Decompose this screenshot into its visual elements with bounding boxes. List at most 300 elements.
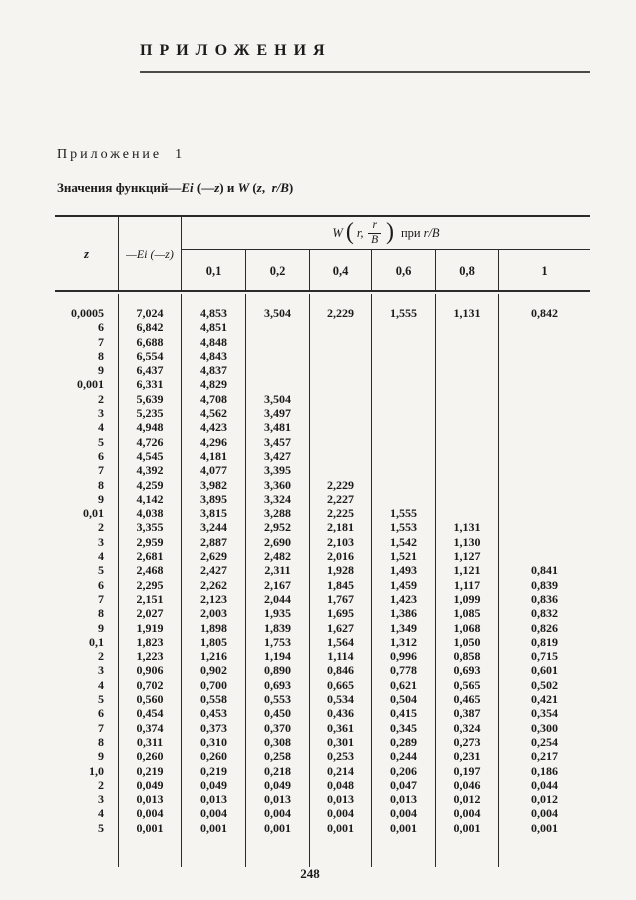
table-cell: 0,890 <box>264 663 291 678</box>
table-cell: 0,047 <box>390 777 417 792</box>
table-cell: 0,839 <box>531 577 558 592</box>
table-cell: 0,702 <box>136 677 164 692</box>
table-cell: 0,218 <box>264 763 291 778</box>
table-cell <box>436 335 498 349</box>
table-cell <box>310 392 371 406</box>
table-cell: 3,288 <box>264 506 291 521</box>
table-cell: 0,846 <box>327 663 354 678</box>
table-cell: 2 <box>98 391 104 406</box>
table-cell: 0,001 <box>327 820 354 835</box>
table-cell: 2,227 <box>327 491 354 506</box>
table-cell: 1,521 <box>390 549 417 564</box>
table-cell: 4,843 <box>200 348 227 363</box>
table-cell <box>310 349 371 363</box>
table-cell: 0,565 <box>453 677 481 692</box>
table-cell: 1,542 <box>390 534 417 549</box>
table-cell: 2,681 <box>136 549 164 564</box>
table-cell: 5 <box>98 820 104 835</box>
table-cell <box>499 349 590 363</box>
caption-z1: z <box>214 180 220 195</box>
table-cell: 1,312 <box>390 634 417 649</box>
z-column <box>55 294 118 867</box>
table-cell: 0,700 <box>200 677 227 692</box>
table-cell: 1,555 <box>390 306 417 320</box>
table-cell: 0,308 <box>264 734 291 749</box>
table-cell: 0,049 <box>264 777 291 792</box>
table-cell: 0,197 <box>453 763 481 778</box>
table-cell: 0,012 <box>531 792 558 807</box>
table-cell: 2,959 <box>136 534 164 549</box>
table-cell: 6,842 <box>136 320 164 335</box>
table-cell: 0,1 <box>89 634 104 649</box>
table-cell: 1,068 <box>453 620 481 635</box>
header-w-function <box>181 217 590 250</box>
table-cell <box>499 520 590 534</box>
table-cell: 0,001 <box>264 820 291 835</box>
table-cell <box>499 478 590 492</box>
table-cell: 1,099 <box>453 591 481 606</box>
table-cell: 1,564 <box>327 634 354 649</box>
table-cell: 1,114 <box>327 649 354 664</box>
open-paren: ( <box>345 219 354 245</box>
table-cell: 2,295 <box>136 577 164 592</box>
table-cell: 2,311 <box>264 563 291 578</box>
table-cell: 1,459 <box>390 577 417 592</box>
table-cell: 3,815 <box>200 506 227 521</box>
table-cell: 1,131 <box>453 306 481 320</box>
table-cell: 2,482 <box>264 549 291 564</box>
value-column <box>309 294 371 867</box>
table-cell <box>310 463 371 477</box>
table-cell <box>372 320 435 334</box>
value-column <box>371 294 435 867</box>
table-cell: 6,688 <box>136 334 164 349</box>
table-cell: 3,504 <box>264 306 291 320</box>
subheader-0-2: 0,2 <box>245 250 309 292</box>
table-cell: 1,194 <box>264 649 291 664</box>
table-cell: 4,181 <box>200 448 227 463</box>
table-cell: 2,468 <box>136 563 164 578</box>
table-cell <box>372 363 435 377</box>
table-cell: 0,621 <box>390 677 417 692</box>
table-cell: 0,311 <box>136 734 164 749</box>
table-cell: 7 <box>98 463 104 478</box>
caption-ei: Ei <box>181 180 194 195</box>
table-cell: 6 <box>98 577 104 592</box>
fraction-numerator: r <box>368 220 380 234</box>
caption-open1: (— <box>193 180 215 195</box>
table-cell: 3,982 <box>200 477 227 492</box>
table-cell <box>436 463 498 477</box>
table-cell <box>372 492 435 506</box>
table-cell: 2 <box>98 649 104 664</box>
table-cell <box>310 406 371 420</box>
table-cell: 4,545 <box>136 448 164 463</box>
table-cell: 8 <box>98 606 104 621</box>
table-cell: 0,013 <box>327 792 354 807</box>
table-cell <box>499 406 590 420</box>
table-cell <box>310 449 371 463</box>
table-cell <box>436 320 498 334</box>
value-column <box>181 294 245 867</box>
table-cell <box>436 492 498 506</box>
caption-comma: , <box>261 180 272 195</box>
table-cell <box>499 335 590 349</box>
table-cell: 0,273 <box>453 734 481 749</box>
table-cell: 2,262 <box>200 577 227 592</box>
table-cell: 0,253 <box>327 749 354 764</box>
table-cell <box>499 535 590 549</box>
table-cell: 0,231 <box>453 749 481 764</box>
table-cell: 3,360 <box>264 477 291 492</box>
table-cell: 2,225 <box>327 506 354 521</box>
table-cell: 0,361 <box>327 720 354 735</box>
table-cell <box>499 506 590 520</box>
table-cell <box>436 506 498 520</box>
table-cell: 0,260 <box>200 749 227 764</box>
table-cell: 1,131 <box>453 520 481 535</box>
page-header-title: ПРИЛОЖЕНИЯ <box>140 42 332 59</box>
table-cell: 2,003 <box>200 606 227 621</box>
table-cell <box>246 349 309 363</box>
table-cell <box>246 363 309 377</box>
table-cell: 0,258 <box>264 749 291 764</box>
w-arg-r: r, <box>356 225 364 240</box>
table-cell: 6,437 <box>136 363 164 378</box>
table-cell: 9 <box>98 363 104 378</box>
table-cell: 0,436 <box>327 706 354 721</box>
table-cell: 7 <box>98 720 104 735</box>
table-cell: 2,103 <box>327 534 354 549</box>
table-cell: 1,216 <box>200 649 227 664</box>
table-cell: 0,004 <box>390 806 417 821</box>
table-cell: 0,450 <box>264 706 291 721</box>
table-cell: 0,012 <box>453 792 481 807</box>
table-cell: 1,767 <box>327 591 354 606</box>
table-cell: 0,693 <box>264 677 291 692</box>
appendix-label: Приложение 1 <box>57 147 186 162</box>
table-cell: 0,421 <box>531 692 558 707</box>
table-cell: 0,001 <box>390 820 417 835</box>
table-cell: 1,117 <box>453 577 481 592</box>
table-cell: 0,004 <box>531 806 558 821</box>
table-cell: 4,726 <box>136 434 164 449</box>
header-z: z <box>84 247 89 261</box>
table-cell: 5 <box>98 434 104 449</box>
table-cell <box>436 435 498 449</box>
table-cell <box>436 363 498 377</box>
table-cell: 7,024 <box>136 306 164 320</box>
table-cell: 0,415 <box>390 706 417 721</box>
table-cell <box>499 320 590 334</box>
table-cell: 2 <box>98 777 104 792</box>
table-cell: 1,050 <box>453 634 481 649</box>
table-cell: 0,254 <box>531 734 558 749</box>
table-cell: 6 <box>98 448 104 463</box>
table-cell: 1,130 <box>453 534 481 549</box>
caption-prefix: Значения функций— <box>57 180 182 195</box>
table-cell: 3,395 <box>264 463 291 478</box>
table-cell: 0,049 <box>136 777 164 792</box>
table-cell: 0,715 <box>531 649 558 664</box>
table-cell: 1,695 <box>327 606 354 621</box>
pri-label: при <box>400 225 421 240</box>
table-body <box>55 294 590 867</box>
table-cell: 0,013 <box>200 792 227 807</box>
table-cell: 0,836 <box>531 591 558 606</box>
table-cell: 1,839 <box>264 620 291 635</box>
table-cell: 0,206 <box>390 763 417 778</box>
table-cell: 3,427 <box>264 448 291 463</box>
table-cell: 1,223 <box>136 649 164 664</box>
table-cell: 0,826 <box>531 620 558 635</box>
table-cell: 0,049 <box>200 777 227 792</box>
table-cell: 2,123 <box>200 591 227 606</box>
table-cell: 0,778 <box>390 663 417 678</box>
table-cell: 6 <box>98 706 104 721</box>
table-cell: 0,902 <box>200 663 227 678</box>
table-cell: 1,349 <box>390 620 417 635</box>
table-cell: 0,665 <box>327 677 354 692</box>
value-column <box>435 294 498 867</box>
r-over-B-fraction <box>368 220 380 246</box>
table-cell: 4,296 <box>200 434 227 449</box>
table-cell: 2 <box>98 520 104 535</box>
subheader-1: 1 <box>498 250 590 292</box>
table-cell <box>372 478 435 492</box>
table-cell: 0,004 <box>264 806 291 821</box>
table-cell <box>436 449 498 463</box>
table-cell: 2,151 <box>136 591 164 606</box>
table-cell: 2,887 <box>200 534 227 549</box>
table-cell <box>310 420 371 434</box>
caption-rb: r/B <box>271 180 289 195</box>
table-cell <box>310 363 371 377</box>
table-cell <box>372 420 435 434</box>
table-cell <box>499 492 590 506</box>
table-cell: 0,324 <box>453 720 481 735</box>
table-cell: 0,001 <box>77 377 104 392</box>
w-symbol: W <box>332 225 343 240</box>
table-cell <box>372 463 435 477</box>
caption-open2: ( <box>249 180 257 195</box>
table-cell: 0,214 <box>327 763 354 778</box>
table-cell <box>310 377 371 391</box>
value-column <box>245 294 309 867</box>
table-cell: 1,127 <box>453 549 481 564</box>
table-cell <box>499 435 590 449</box>
table-cell <box>499 549 590 563</box>
table-cell: 0,044 <box>531 777 558 792</box>
table-cell: 0,300 <box>531 720 558 735</box>
subheader-0-8: 0,8 <box>435 250 498 292</box>
table-cell: 9 <box>98 749 104 764</box>
table-cell: 1,898 <box>200 620 227 635</box>
table-cell: 2,690 <box>264 534 291 549</box>
table-cell: 4 <box>98 420 104 435</box>
table-cell: 2,952 <box>264 520 291 535</box>
caption-z2: z <box>256 180 262 195</box>
table-cell: 3,481 <box>264 420 291 435</box>
table-cell <box>372 335 435 349</box>
table-cell: 0,219 <box>200 763 227 778</box>
header-rule <box>140 71 590 73</box>
table-cell: 8 <box>98 477 104 492</box>
table-cell: 7 <box>98 334 104 349</box>
table-cell: 0,534 <box>327 692 354 707</box>
table-cell: 1,823 <box>136 634 164 649</box>
table-cell: 0,502 <box>531 677 558 692</box>
table-cell: 0,560 <box>136 692 164 707</box>
table-cell: 0,001 <box>200 820 227 835</box>
table-cell: 0,289 <box>390 734 417 749</box>
table-cell <box>436 349 498 363</box>
table-cell: 0,004 <box>200 806 227 821</box>
table-cell: 0,373 <box>200 720 227 735</box>
table-cell: 0,046 <box>453 777 481 792</box>
caption-w: W <box>237 180 250 195</box>
header-ei: —Ei (—z) <box>118 217 181 292</box>
fraction-denominator: B <box>371 233 379 246</box>
table-cell: 1,919 <box>136 620 164 635</box>
table-cell: 0,001 <box>453 820 481 835</box>
table-header <box>55 217 590 292</box>
value-column <box>118 294 181 867</box>
table-cell: 0,013 <box>136 792 164 807</box>
table-cell: 2,016 <box>327 549 354 564</box>
table-cell: 4,837 <box>200 363 227 378</box>
table-cell <box>499 392 590 406</box>
table-cell: 2,229 <box>327 477 354 492</box>
table-cell <box>436 478 498 492</box>
table-cell: 0,374 <box>136 720 164 735</box>
table-cell: 2,167 <box>264 577 291 592</box>
table-cell: 4,853 <box>200 306 227 320</box>
table-cell <box>310 435 371 449</box>
table-cell: 0,260 <box>136 749 164 764</box>
table-cell: 0,0005 <box>71 306 104 320</box>
table-cell: 5 <box>98 563 104 578</box>
table-cell: 6 <box>98 320 104 335</box>
table-cell: 1,493 <box>390 563 417 578</box>
table-cell: 0,244 <box>390 749 417 764</box>
table-cell: 4,848 <box>200 334 227 349</box>
table-cell: 0,841 <box>531 563 558 578</box>
table-cell: 1,085 <box>453 606 481 621</box>
table-cell: 9 <box>98 491 104 506</box>
table-cell: 1,805 <box>200 634 227 649</box>
table-cell: 0,217 <box>531 749 558 764</box>
table-cell <box>436 406 498 420</box>
table-cell: 1,627 <box>327 620 354 635</box>
table-cell: 2,427 <box>200 563 227 578</box>
value-column <box>498 294 590 867</box>
table-cell: 0,001 <box>531 820 558 835</box>
table-cell: 8 <box>98 348 104 363</box>
table-cell: 0,832 <box>531 606 558 621</box>
subheader-0-4: 0,4 <box>309 250 371 292</box>
table-cell <box>246 320 309 334</box>
table-cell: 9 <box>98 620 104 635</box>
table-cell <box>499 420 590 434</box>
table-cell: 0,553 <box>264 692 291 707</box>
table-cell <box>246 377 309 391</box>
table-cell: 4 <box>98 549 104 564</box>
table-cell: 0,842 <box>531 306 558 320</box>
table-cell: 4 <box>98 677 104 692</box>
table-cell: 6,554 <box>136 348 164 363</box>
table-cell: 4,423 <box>200 420 227 435</box>
table-cell: 4,708 <box>200 391 227 406</box>
table-cell: 0,301 <box>327 734 354 749</box>
table-cell: 4,392 <box>136 463 164 478</box>
table-cell: 8 <box>98 734 104 749</box>
table-cell: 0,906 <box>136 663 164 678</box>
table-cell: 0,004 <box>453 806 481 821</box>
table-cell: 1,555 <box>390 506 417 521</box>
table-cell: 2,044 <box>264 591 291 606</box>
table-cell: 1,553 <box>390 520 417 535</box>
table-cell <box>499 463 590 477</box>
table-cell: 3,457 <box>264 434 291 449</box>
rb-label: r/B <box>423 225 440 240</box>
table-cell: 3,355 <box>136 520 164 535</box>
table-cell <box>372 349 435 363</box>
table-cell: 2,027 <box>136 606 164 621</box>
table-cell: 1,386 <box>390 606 417 621</box>
table-cell: 1,121 <box>453 563 481 578</box>
table-cell: 0,370 <box>264 720 291 735</box>
table-cell: 0,004 <box>136 806 164 821</box>
table-cell <box>372 406 435 420</box>
table-cell: 7 <box>98 591 104 606</box>
table-cell: 0,465 <box>453 692 481 707</box>
table-cell: 4,038 <box>136 506 164 521</box>
table-cell: 6,331 <box>136 377 164 392</box>
close-paren: ) <box>385 219 394 245</box>
table-cell <box>310 320 371 334</box>
table-cell <box>436 392 498 406</box>
table-cell: 0,454 <box>136 706 164 721</box>
table-cell: 1,423 <box>390 591 417 606</box>
table-cell: 4,829 <box>200 377 227 392</box>
table-cell: 3 <box>98 406 104 421</box>
table-cell: 0,013 <box>390 792 417 807</box>
caption-close2: ) <box>288 180 294 195</box>
table-cell <box>310 335 371 349</box>
table-cell: 0,013 <box>264 792 291 807</box>
table-cell: 0,858 <box>453 649 481 664</box>
table-cell <box>372 449 435 463</box>
table-cell: 4,259 <box>136 477 164 492</box>
table-cell: 1,935 <box>264 606 291 621</box>
table-cell: 0,354 <box>531 706 558 721</box>
table-cell: 0,219 <box>136 763 164 778</box>
table-cell: 3,504 <box>264 391 291 406</box>
table-cell: 1,753 <box>264 634 291 649</box>
table-cell <box>499 377 590 391</box>
values-table <box>55 215 590 865</box>
table-cell <box>499 449 590 463</box>
table-cell: 0,504 <box>390 692 417 707</box>
caption-close1: ) и <box>219 180 238 195</box>
table-cell: 2,181 <box>327 520 354 535</box>
table-cell: 4,077 <box>200 463 227 478</box>
table-cell: 4,948 <box>136 420 164 435</box>
table-cell <box>436 377 498 391</box>
table-caption <box>57 180 293 196</box>
table-cell: 0,453 <box>200 706 227 721</box>
